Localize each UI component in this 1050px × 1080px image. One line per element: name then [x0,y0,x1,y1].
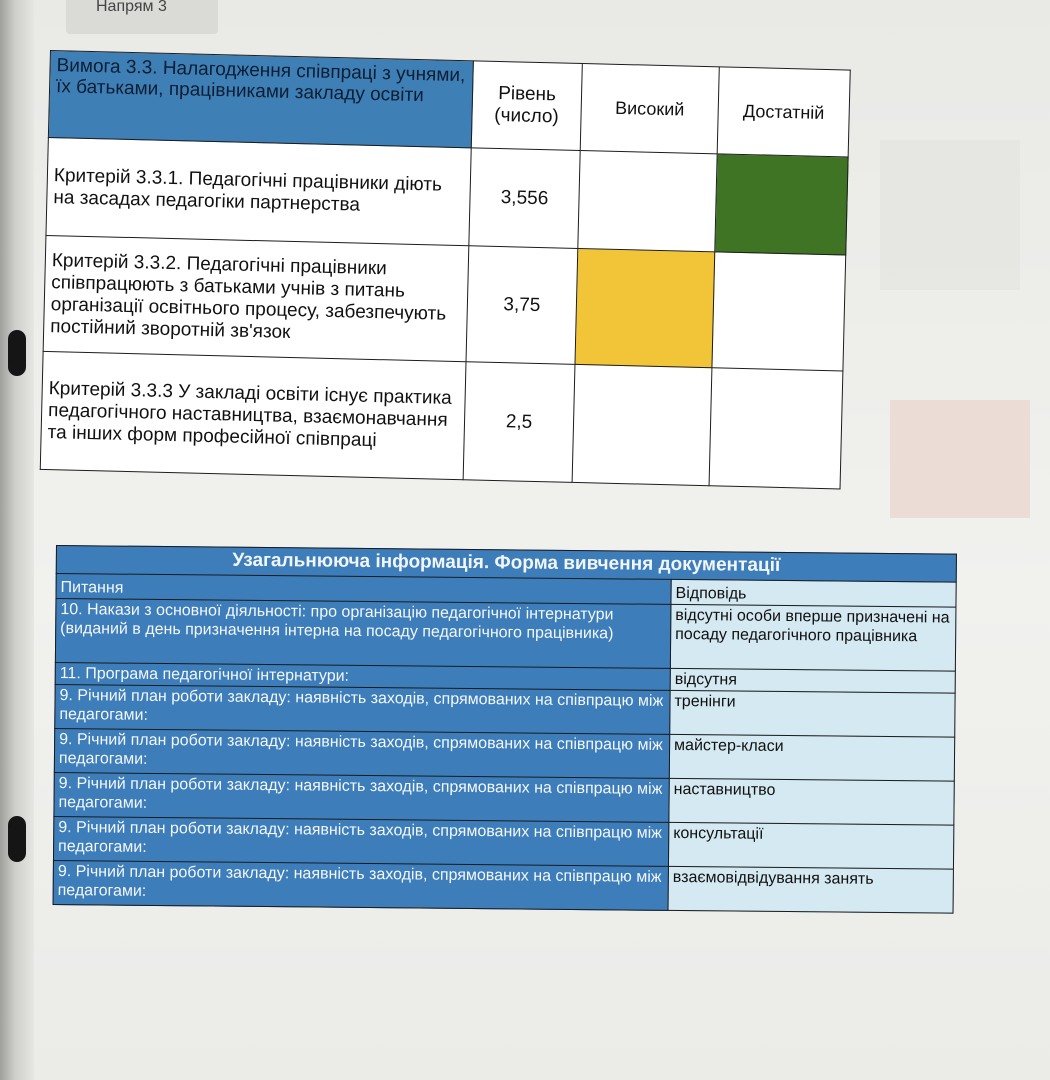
requirement-table [40,50,851,489]
summary-table [53,545,957,914]
high-header: Високий [580,64,719,154]
criterion-text: Критерій 3.3.3 У закладі освіти існує практика педагогічного наставництва, взаємонавчання та інших форм професійної співпраці [40,351,466,479]
page-edge-shadow [0,0,34,1080]
summary-question: 9. Річний план роботи закладу: наявність заходів, спрямованих на співпрацю між педагогами: [55,684,670,734]
summary-answer: наставництво [669,778,954,825]
binder-hole [8,330,26,376]
criterion-row [40,351,843,489]
high-cell-filled [575,248,715,367]
binder-hole [8,816,26,862]
summary-question: 9. Річний план роботи закладу: наявність заходів, спрямованих на співпрацю між педагогами: [53,816,668,866]
criterion-value: 2,5 [463,362,575,483]
summary-answer: відсутні особи вперше призначені на посаду педагогічного працівника [670,604,956,671]
section-tab: Напрям 3 [66,0,218,34]
summary-question: 9. Річний план роботи закладу: наявність заходів, спрямованих на співпрацю між педагогами: [53,860,668,910]
ghost-print [890,400,1030,518]
question-column-header: Питання [56,574,671,605]
requirement-title: Вимога 3.3. Налагодження співпраці з учнями, їх батьками, працівниками закладу освіти [48,51,473,148]
summary-question: 9. Річний план роботи закладу: наявність заходів, спрямованих на співпрацю між педагогами: [54,772,669,822]
summary-answer: тренінги [670,690,955,737]
summary-row [53,860,953,913]
summary-answer: взаємовідвідування занять [668,866,953,913]
level-header: Рівень (число) [471,61,582,151]
criterion-row [43,235,846,371]
summary-question: 10. Накази з основної діяльності: про організацію педагогічної інтернатури (виданий в день призначення інтерна на посаду педагогічного працівника) [55,599,671,669]
high-cell [572,364,712,485]
criterion-value: 3,556 [469,148,580,249]
answer-column-header: Відповідь [671,579,956,607]
summary-question: 9. Річний план роботи закладу: наявність заходів, спрямованих на співпрацю між педагогами: [54,728,669,778]
summary-answer: консультації [668,822,953,869]
high-cell [578,150,717,251]
sufficient-header: Достатній [717,67,850,157]
sufficient-cell-filled [715,154,848,255]
summary-question: 11. Програма педагогічної інтернатури: [55,662,670,690]
summary-title: Узагальнююча інформація. Форма вивчення документації [56,546,956,583]
ghost-print [880,140,1020,290]
criterion-text: Критерій 3.3.1. Педагогічні працівники діють на засадах педагогіки партнерства [46,137,471,245]
sufficient-cell [709,368,843,489]
summary-answer: майстер-класи [669,734,954,781]
criterion-row [46,137,848,255]
sufficient-cell [712,252,846,371]
summary-answer: відсутня [670,668,955,693]
summary-row [55,599,956,672]
criterion-value: 3,75 [466,246,578,365]
criterion-text: Критерій 3.3.2. Педагогічні працівники співпрацюють з батьками учнів з питань організації освітнього процесу, забезпечують постійний зворотній зв'язок [43,235,469,361]
